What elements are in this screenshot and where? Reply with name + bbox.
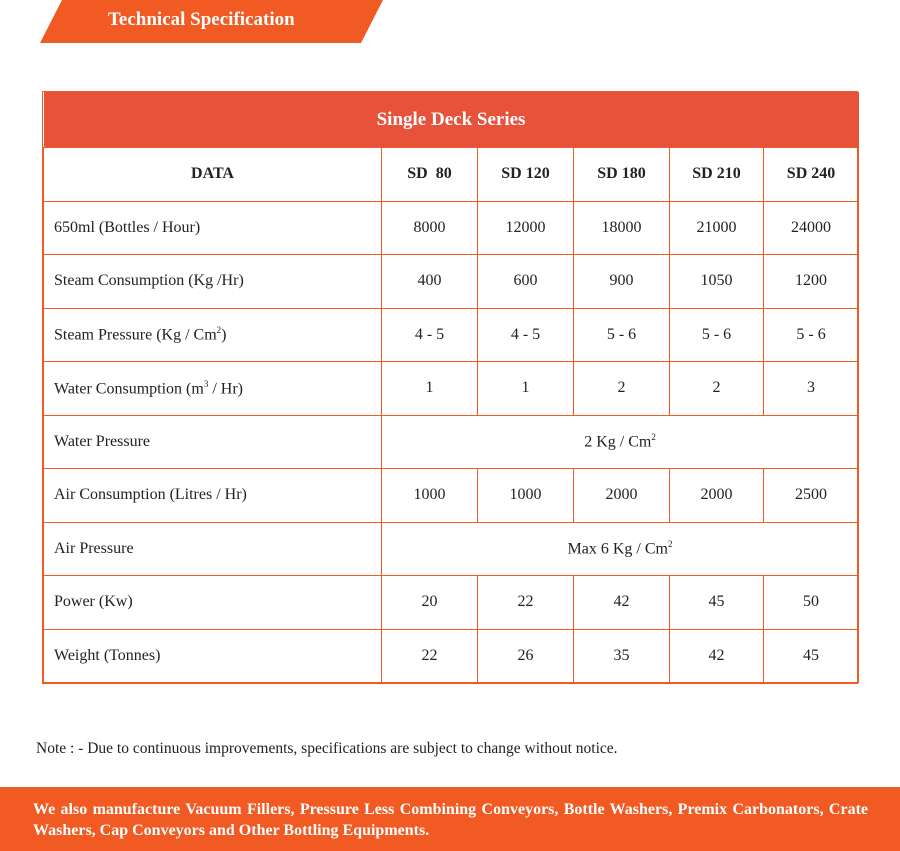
row-label: Steam Pressure (Kg / Cm$^2$) <box>44 308 382 362</box>
table-cell: 21000 <box>670 201 764 255</box>
table-row <box>44 415 859 469</box>
row-label: Weight (Tonnes) <box>44 629 382 683</box>
table-row <box>44 522 859 576</box>
table-cell: 20 <box>382 576 478 630</box>
table-cell: 2 <box>574 362 670 416</box>
table-row <box>44 255 859 309</box>
table-cell: 5 - 6 <box>764 308 859 362</box>
row-label: Power (Kw) <box>44 576 382 630</box>
table-row <box>44 629 859 683</box>
table-cell: 600 <box>478 255 574 309</box>
footer-banner <box>0 787 900 851</box>
table-cell: 35 <box>574 629 670 683</box>
series-title: Single Deck Series <box>44 92 859 148</box>
table-cell: 12000 <box>478 201 574 255</box>
table-cell: 1000 <box>382 469 478 523</box>
row-label: 650ml (Bottles / Hour) <box>44 201 382 255</box>
merged-cell: Max 6 Kg / Cm$^2$ <box>382 522 859 576</box>
footer-text: We also manufacture Vacuum Fillers, Pressure Less Combining Conveyors, Bottle Washers, Premix Carbonators, Crate Washers, Cap Conveyors and Other Bottling Equipments. <box>33 801 868 839</box>
table-cell: 4 - 5 <box>478 308 574 362</box>
table-cell: 400 <box>382 255 478 309</box>
table-cell: 3 <box>764 362 859 416</box>
table-cell: 42 <box>574 576 670 630</box>
table-row <box>44 362 859 416</box>
table-cell: 50 <box>764 576 859 630</box>
column-header: SD 210 <box>670 148 764 202</box>
table-row <box>44 308 859 362</box>
table-cell: 5 - 6 <box>574 308 670 362</box>
table-cell: 8000 <box>382 201 478 255</box>
table-cell: 1050 <box>670 255 764 309</box>
column-header-row <box>44 148 859 202</box>
column-header: SD 120 <box>478 148 574 202</box>
row-label: Water Pressure <box>44 415 382 469</box>
column-header: SD 80 <box>382 148 478 202</box>
table-cell: 45 <box>670 576 764 630</box>
table-cell: 900 <box>574 255 670 309</box>
column-header: SD 240 <box>764 148 859 202</box>
table-row <box>44 576 859 630</box>
merged-cell: 2 Kg / Cm$^2$ <box>382 415 859 469</box>
table-cell: 4 - 5 <box>382 308 478 362</box>
note-text: Note : - Due to continuous improvements, specifications are subject to change without notice. <box>36 740 618 757</box>
row-label: Water Consumption $(m^3 / Hr)$ <box>44 362 382 416</box>
row-label: Air Consumption (Litres / Hr) <box>44 469 382 523</box>
table-cell: 45 <box>764 629 859 683</box>
table-cell: 22 <box>382 629 478 683</box>
table-cell: 1 <box>382 362 478 416</box>
column-header: SD 180 <box>574 148 670 202</box>
table-cell: 1000 <box>478 469 574 523</box>
table-cell: 1200 <box>764 255 859 309</box>
table-cell: 24000 <box>764 201 859 255</box>
spec-table <box>43 92 859 683</box>
spec-table-container <box>42 91 858 684</box>
section-title: Technical Specification <box>108 9 295 30</box>
table-cell: 26 <box>478 629 574 683</box>
table-cell: 5 - 6 <box>670 308 764 362</box>
table-cell: 18000 <box>574 201 670 255</box>
table-cell: 2500 <box>764 469 859 523</box>
row-label: Steam Consumption (Kg /Hr) <box>44 255 382 309</box>
table-cell: 22 <box>478 576 574 630</box>
table-cell: 42 <box>670 629 764 683</box>
table-row <box>44 469 859 523</box>
table-cell: 2000 <box>670 469 764 523</box>
column-header: DATA <box>44 148 382 202</box>
row-label: Air Pressure <box>44 522 382 576</box>
table-cell: 1 <box>478 362 574 416</box>
table-row <box>44 201 859 255</box>
table-cell: 2 <box>670 362 764 416</box>
table-cell: 2000 <box>574 469 670 523</box>
